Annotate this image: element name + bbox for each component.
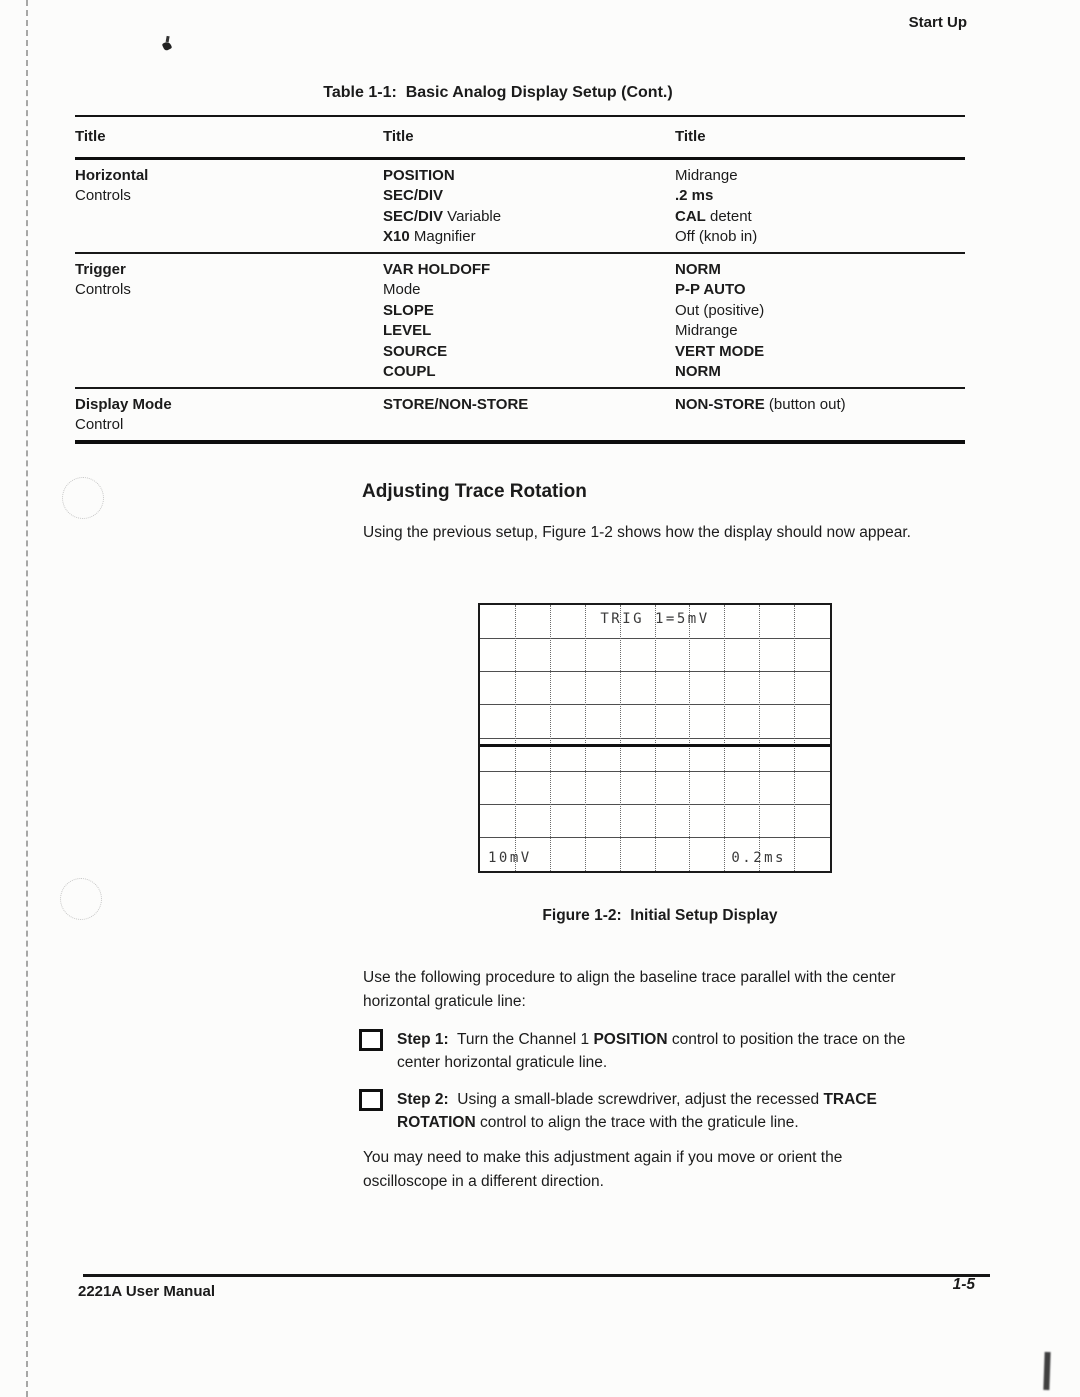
- table-row: [75, 160, 965, 254]
- column-header: Title: [75, 128, 106, 145]
- procedure-intro: Use the following procedure to align the baseline trace parallel with the center horizontal graticule line:: [363, 969, 896, 1010]
- text-run: (button out): [764, 395, 846, 413]
- cell-line: [383, 301, 675, 322]
- cell-line: [383, 395, 675, 416]
- text-run: NON-STORE: [675, 395, 765, 413]
- text-run: control to align the trace with the graticule line.: [475, 1114, 799, 1131]
- cell-line: [675, 166, 965, 187]
- cell-line: [383, 186, 675, 207]
- cell-line: [675, 395, 965, 416]
- text-run: Midrange: [675, 322, 738, 339]
- text-run: Variable: [443, 207, 502, 225]
- scan-smudge: [1043, 1352, 1050, 1390]
- cell-line: [675, 280, 965, 301]
- table-cell: [383, 260, 675, 383]
- text-run: Midrange: [675, 166, 738, 184]
- step-item-1: [359, 1028, 971, 1074]
- baseline-trace: [480, 744, 830, 747]
- text-run: NORM: [675, 363, 721, 380]
- table-cell: [383, 395, 675, 436]
- cell-line: [75, 280, 383, 301]
- punch-hole-mark: [60, 878, 102, 920]
- text-run: SOURCE: [383, 342, 448, 360]
- text-run: Control: [75, 416, 124, 433]
- table-header-row: [75, 117, 965, 157]
- graticule-v-line: [550, 605, 551, 871]
- text-run: X10: [383, 228, 410, 245]
- text-run: POSITION: [383, 166, 455, 184]
- volts-div-readout: 10mV: [488, 850, 532, 866]
- punch-hole-mark: [62, 477, 104, 519]
- table-row: [75, 389, 965, 444]
- cell-line: [75, 186, 383, 207]
- column-header: Title: [383, 128, 414, 145]
- graticule-v-line: [585, 605, 586, 871]
- text-run: Magnifier: [409, 228, 476, 245]
- section-heading: Adjusting Trace Rotation: [362, 481, 587, 502]
- cell-line: [675, 301, 965, 322]
- text-run: LEVEL: [383, 322, 432, 339]
- step-text: [397, 1088, 931, 1134]
- text-run: control to position the trace on the center horizontal graticule line.: [397, 1031, 910, 1071]
- figure-caption: Figure 1-2: Initial Setup Display: [542, 907, 778, 924]
- text-run: Controls: [75, 187, 131, 204]
- cell-line: [75, 166, 383, 187]
- step-checkbox: [359, 1029, 383, 1051]
- text-run: VAR HOLDOFF: [383, 260, 491, 278]
- cell-line: [383, 342, 675, 363]
- graticule-v-line: [515, 605, 516, 871]
- setup-table: [75, 115, 965, 444]
- text-run: STORE/NON-STORE: [383, 395, 529, 413]
- table-cell: [75, 395, 383, 436]
- text-run: CAL: [675, 207, 706, 225]
- text-run: SEC/DIV: [383, 187, 444, 204]
- ink-speck: [162, 41, 173, 52]
- table-cell: [75, 260, 383, 383]
- running-header: Start Up: [908, 14, 967, 31]
- text-run: TRACE ROTATION: [397, 1091, 882, 1131]
- cell-line: [383, 362, 675, 383]
- graticule-v-line: [724, 605, 725, 871]
- note-paragraph: You may need to make this adjustment again if you move or orient the oscilloscope in a different direction.: [363, 1149, 843, 1190]
- cell-line: [675, 186, 965, 207]
- cell-line: [383, 207, 675, 228]
- oscilloscope-display-figure: [478, 603, 832, 873]
- cell-line: [675, 260, 965, 281]
- text-run: Mode: [383, 281, 421, 298]
- cell-line: [383, 227, 675, 248]
- table-row: [75, 254, 965, 389]
- footer-page-number: 1-5: [952, 1276, 975, 1293]
- cell-line: [383, 260, 675, 281]
- table-cell: [675, 260, 965, 383]
- graticule-v-line: [689, 605, 690, 871]
- text-run: VERT MODE: [675, 342, 765, 360]
- cell-line: [75, 260, 383, 281]
- trigger-readout: TRIG 1=5mV: [600, 611, 710, 627]
- text-run: POSITION: [593, 1031, 668, 1048]
- graticule-v-line: [620, 605, 621, 871]
- text-run: Display Mode: [75, 395, 172, 413]
- text-run: Step 1:: [397, 1031, 449, 1048]
- table-cell: [383, 166, 675, 248]
- graticule-v-line: [794, 605, 795, 871]
- table-cell: [675, 395, 965, 436]
- text-run: Trigger: [75, 260, 126, 278]
- table-cell: [75, 166, 383, 248]
- cell-line: [383, 321, 675, 342]
- text-run: SLOPE: [383, 301, 434, 319]
- text-run: P-P AUTO: [675, 281, 746, 298]
- cell-line: [675, 321, 965, 342]
- table-title: Table 1-1: Basic Analog Display Setup (Cont.): [323, 84, 673, 101]
- footer-manual-title: 2221A User Manual: [78, 1283, 216, 1300]
- cell-line: [383, 280, 675, 301]
- text-run: Out (positive): [675, 301, 765, 319]
- step-item-2: [359, 1088, 971, 1134]
- cell-line: [383, 166, 675, 187]
- cell-line: [675, 207, 965, 228]
- text-run: Horizontal: [75, 166, 149, 184]
- table-body: [75, 160, 965, 444]
- text-run: COUPL: [383, 363, 436, 380]
- text-run: Off (knob in): [675, 228, 758, 245]
- cell-line: [675, 342, 965, 363]
- cell-line: [75, 395, 383, 416]
- graticule-v-line: [655, 605, 656, 871]
- text-run: Turn the Channel 1: [448, 1031, 594, 1048]
- text-run: Controls: [75, 281, 131, 298]
- cell-line: [75, 415, 383, 436]
- text-run: NORM: [675, 260, 721, 278]
- text-run: Using a small-blade screwdriver, adjust the recessed: [448, 1091, 824, 1108]
- cell-line: [675, 227, 965, 248]
- column-header: Title: [675, 128, 706, 145]
- text-run: SEC/DIV: [383, 207, 444, 225]
- footer-rule: [83, 1274, 990, 1277]
- text-run: Step 2:: [397, 1091, 449, 1108]
- cell-line: [675, 362, 965, 383]
- binding-margin-line: [26, 0, 28, 1397]
- table-cell: [675, 166, 965, 248]
- step-checkbox: [359, 1089, 383, 1111]
- text-run: detent: [705, 207, 752, 225]
- intro-paragraph: Using the previous setup, Figure 1-2 shows how the display should now appear.: [363, 524, 911, 541]
- step-text: [397, 1028, 931, 1074]
- graticule-v-line: [759, 605, 760, 871]
- text-run: .2 ms: [675, 187, 714, 204]
- time-div-readout: 0.2ms: [731, 850, 786, 866]
